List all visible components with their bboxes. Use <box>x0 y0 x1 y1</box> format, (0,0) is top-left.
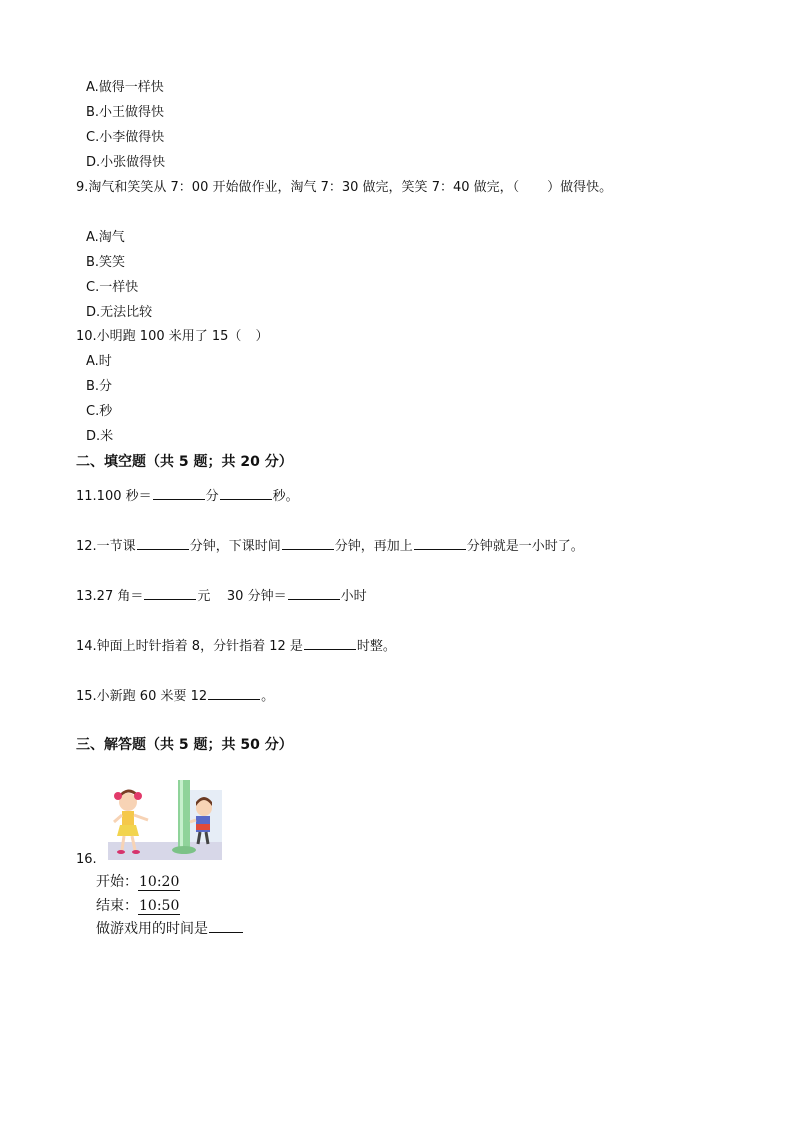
q8-option-c: C.小李做得快 <box>86 130 165 145</box>
q13-text-1: 13.27 角＝ <box>76 589 144 604</box>
answer-blank <box>209 920 243 933</box>
q8-option-d: D.小张做得快 <box>86 155 166 170</box>
answer-blank <box>220 487 272 500</box>
q10-stem-post: ） <box>255 329 269 344</box>
q16-end-row <box>96 897 180 915</box>
q13-text-2: 元 30 分钟＝ <box>197 589 287 604</box>
q11 <box>76 487 299 506</box>
q16-question: 做游戏用的时间是 <box>96 921 208 937</box>
q11-text-1: 11.100 秒＝ <box>76 489 152 504</box>
q13-text-3: 小时 <box>340 589 367 604</box>
answer-blank <box>137 537 189 550</box>
q14 <box>76 637 396 656</box>
q8-option-b: B.小王做得快 <box>86 105 165 120</box>
q9-stem-pre: 9.淘气和笑笑从 7：00 开始做作业，淘气 7：30 做完，笑笑 7：40 做完，（ <box>76 180 520 195</box>
q10-stem-pre: 10.小明跑 100 米用了 15（ <box>76 329 242 344</box>
q12-text-2: 分钟，下课时间 <box>189 539 281 554</box>
section-fill-in-title: 二、填空题（共 5 题；共 20 分） <box>76 454 293 470</box>
q9-option-d: D.无法比较 <box>86 305 153 320</box>
q16-start-row <box>96 873 180 891</box>
q15-text-2: 。 <box>261 689 275 704</box>
q16-start-time: 10:20 <box>139 874 180 890</box>
q11-text-2: 分 <box>205 489 219 504</box>
q12 <box>76 537 584 556</box>
q10-option-d: D.米 <box>86 429 114 444</box>
q12-text-4: 分钟就是一小时了。 <box>466 539 584 554</box>
answer-blank <box>208 687 260 700</box>
q10-stem <box>76 328 268 346</box>
q13 <box>76 587 367 606</box>
section-answer-title: 三、解答题（共 5 题；共 50 分） <box>76 737 293 753</box>
q10-option-b: B.分 <box>86 379 113 394</box>
q8-option-a: A.做得一样快 <box>86 80 164 95</box>
q11-text-3: 秒。 <box>272 489 299 504</box>
answer-blank <box>414 537 466 550</box>
q9-stem-post: ）做得快。 <box>547 180 613 195</box>
answer-blank <box>282 537 334 550</box>
q9-option-b: B.笑笑 <box>86 255 126 270</box>
q14-text-2: 时整。 <box>356 639 396 654</box>
q16-end-time: 10:50 <box>139 898 180 914</box>
q16-end-label: 结束： <box>96 898 138 914</box>
q10-option-a: A.时 <box>86 354 112 369</box>
answer-blank <box>153 487 205 500</box>
q9-stem <box>76 179 612 197</box>
q16-number: 16. <box>76 852 97 867</box>
answer-blank <box>144 587 196 600</box>
q16-start-label: 开始： <box>96 874 138 890</box>
q9-option-a: A.淘气 <box>86 230 125 245</box>
q12-text-1: 12.一节课 <box>76 539 136 554</box>
q12-text-3: 分钟，再加上 <box>334 539 413 554</box>
hide-and-seek-illustration <box>108 780 222 860</box>
q16-question-row <box>96 920 244 938</box>
answer-blank <box>304 637 356 650</box>
q15 <box>76 687 274 706</box>
answer-blank <box>288 587 340 600</box>
q10-option-c: C.秒 <box>86 404 113 419</box>
q14-text-1: 14.钟面上时针指着 8，分针指着 12 是 <box>76 639 303 654</box>
q9-option-c: C.一样快 <box>86 280 139 295</box>
q15-text-1: 15.小新跑 60 米要 12 <box>76 689 208 704</box>
